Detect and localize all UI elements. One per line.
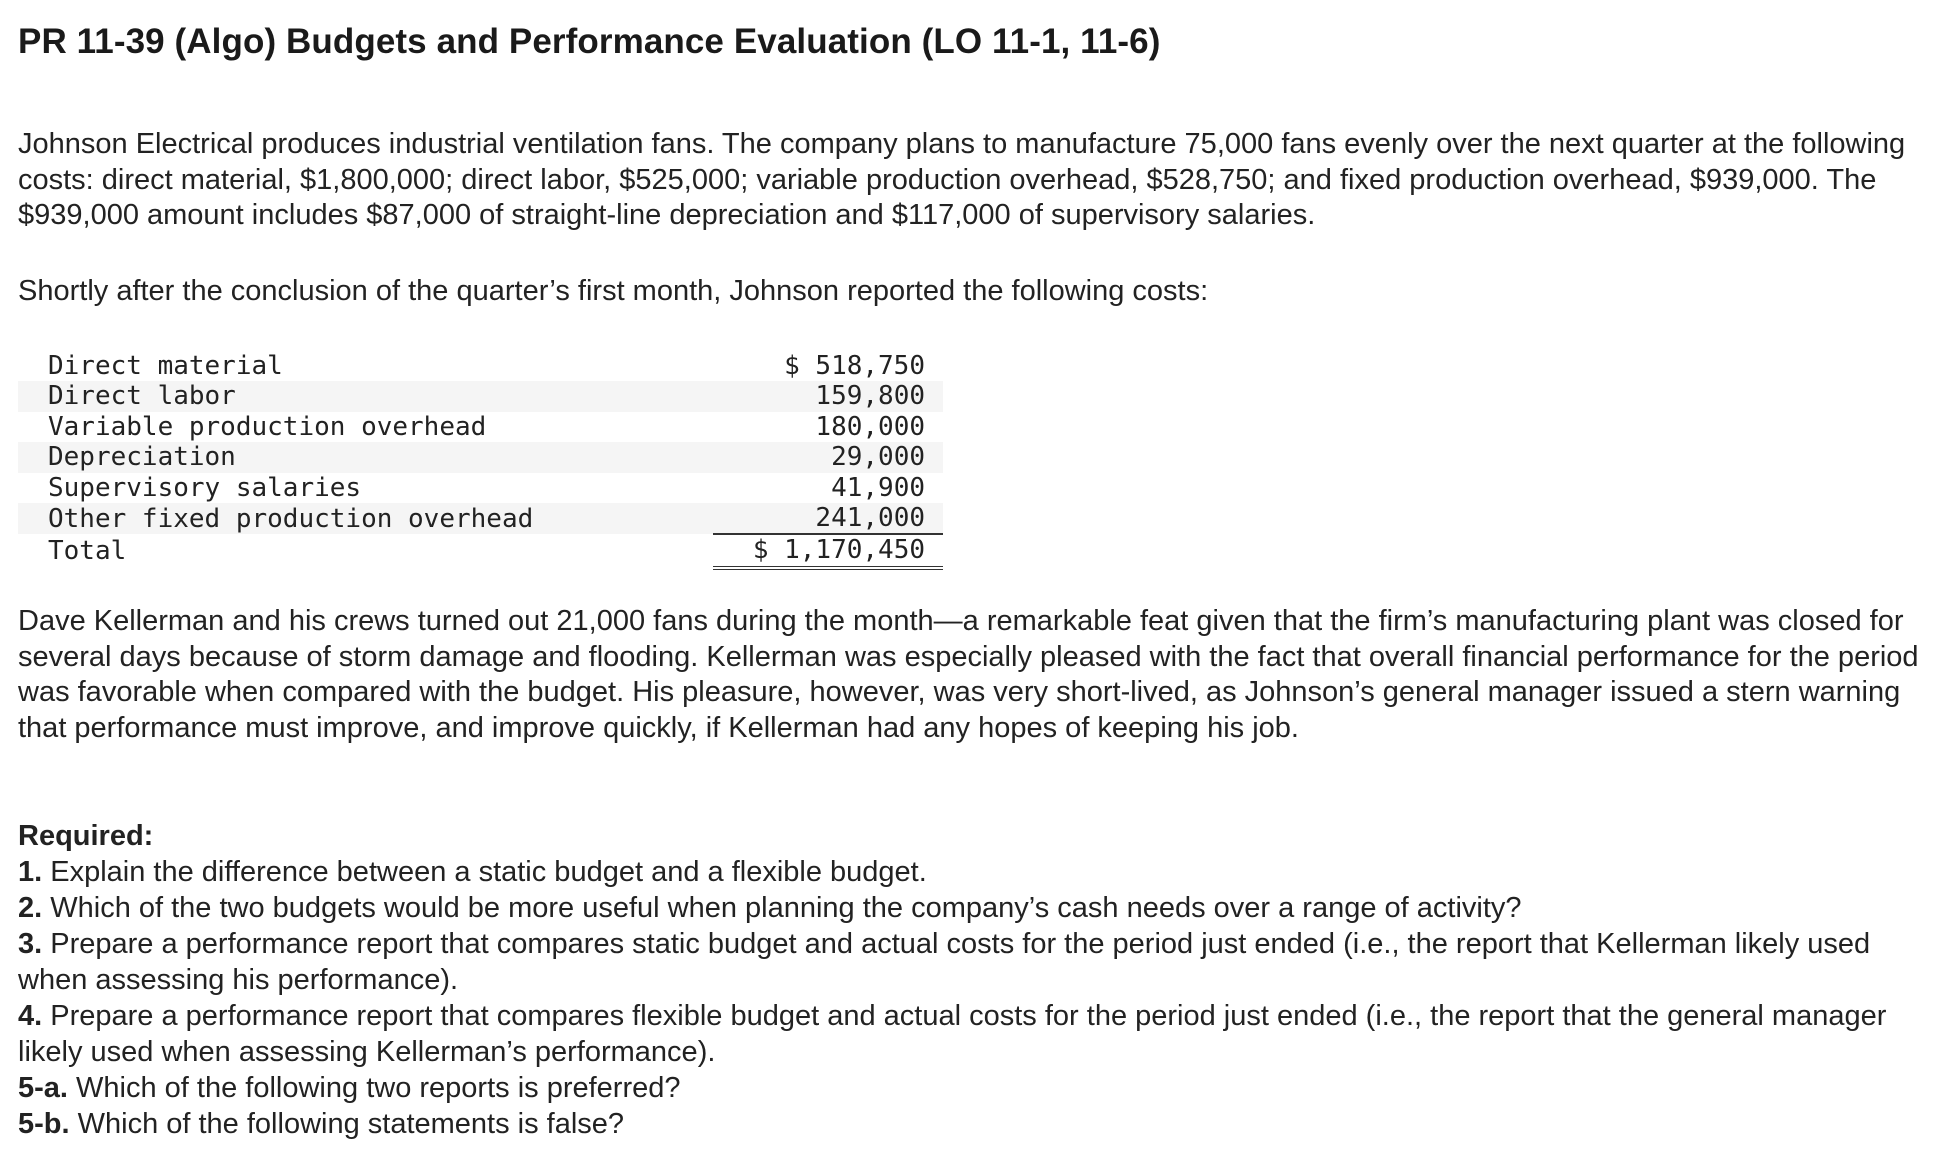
total-row [18,534,943,567]
required-item [18,890,1928,926]
cost-amount: $ 518,750 [784,351,925,381]
cost-label: Supervisory salaries [48,472,362,503]
table-row [18,351,943,381]
total-amount: $ 1,170,450 [713,534,943,567]
required-item-text: Which of the following statements is false? [77,1108,625,1140]
cost-table [18,351,943,570]
table-row [18,412,943,442]
required-item-number: 3. [18,928,43,960]
cost-label: Other fixed production overhead [18,503,713,534]
cost-amount: 159,800 [713,381,943,411]
required-item-number: 4. [18,1000,43,1032]
required-item [18,1106,1928,1142]
required-item [18,1070,1928,1106]
required-heading: Required: [18,820,154,852]
cost-amount: 241,000 [713,503,943,534]
table-row [18,503,943,534]
required-section [18,818,1928,1142]
cost-amount: 41,900 [831,472,925,503]
required-item [18,854,1928,890]
required-item [18,926,1928,998]
table-row [18,442,943,472]
required-item-text: Explain the difference between a static budget and a flexible budget. [50,856,927,888]
cost-label: Depreciation [18,442,713,472]
story-paragraph: Dave Kellerman and his crews turned out 21,000 fans during the month—a remarkable feat given that the firm’s manufacturing plant was closed for several days because of storm damage and flooding. Kellerman was especially pleased with the fact that overall financial performance for the period was favorable when compared with the budget. His pleasure, however, was very short-lived, as Johnson’s general manager issued a stern warning that performance must improve, and improve quickly, if Kellerman had any hopes of keeping his job. [18,605,1919,744]
required-item-number: 2. [18,892,43,924]
required-item-number: 5-a. [18,1072,68,1104]
cost-amount: 180,000 [815,411,925,442]
cost-amount: 29,000 [713,442,943,472]
required-item-text: Which of the two budgets would be more useful when planning the company’s cash needs over a range of activity? [50,892,1522,924]
required-item-number: 1. [18,856,43,888]
page-title: PR 11-39 (Algo) Budgets and Performance Evaluation (LO 11-1, 11-6) [18,22,1161,61]
intro-paragraph: Johnson Electrical produces industrial ventilation fans. The company plans to manufacture 75,000 fans evenly over the next quarter at the following costs: direct material, $1,800,000; direct labor, $525,000; variable production overhead, $528,750; and fixed production overhead, $939,000. The $939,000 amount includes $87,000 of straight-line depreciation and $117,000 of supervisory salaries. [18,128,1906,231]
cost-label: Direct material [48,351,283,381]
table-row [18,473,943,503]
cost-label: Variable production overhead [48,411,487,442]
required-item [18,998,1928,1070]
costs-lead-text: Shortly after the conclusion of the quarter’s first month, Johnson reported the following costs: [18,275,1209,307]
total-label: Total [18,534,713,567]
cost-label: Direct labor [18,381,713,411]
required-item-number: 5-b. [18,1108,70,1140]
required-item-text: Prepare a performance report that compares static budget and actual costs for the period just ended (i.e., the report that Kellerman likely used when assessing his performance). [18,928,1871,996]
table-row [18,381,943,411]
required-item-text: Prepare a performance report that compares flexible budget and actual costs for the period just ended (i.e., the report that the general manager likely used when assessing Kellerman’s performance). [18,1000,1887,1068]
required-item-text: Which of the following two reports is preferred? [76,1072,681,1104]
